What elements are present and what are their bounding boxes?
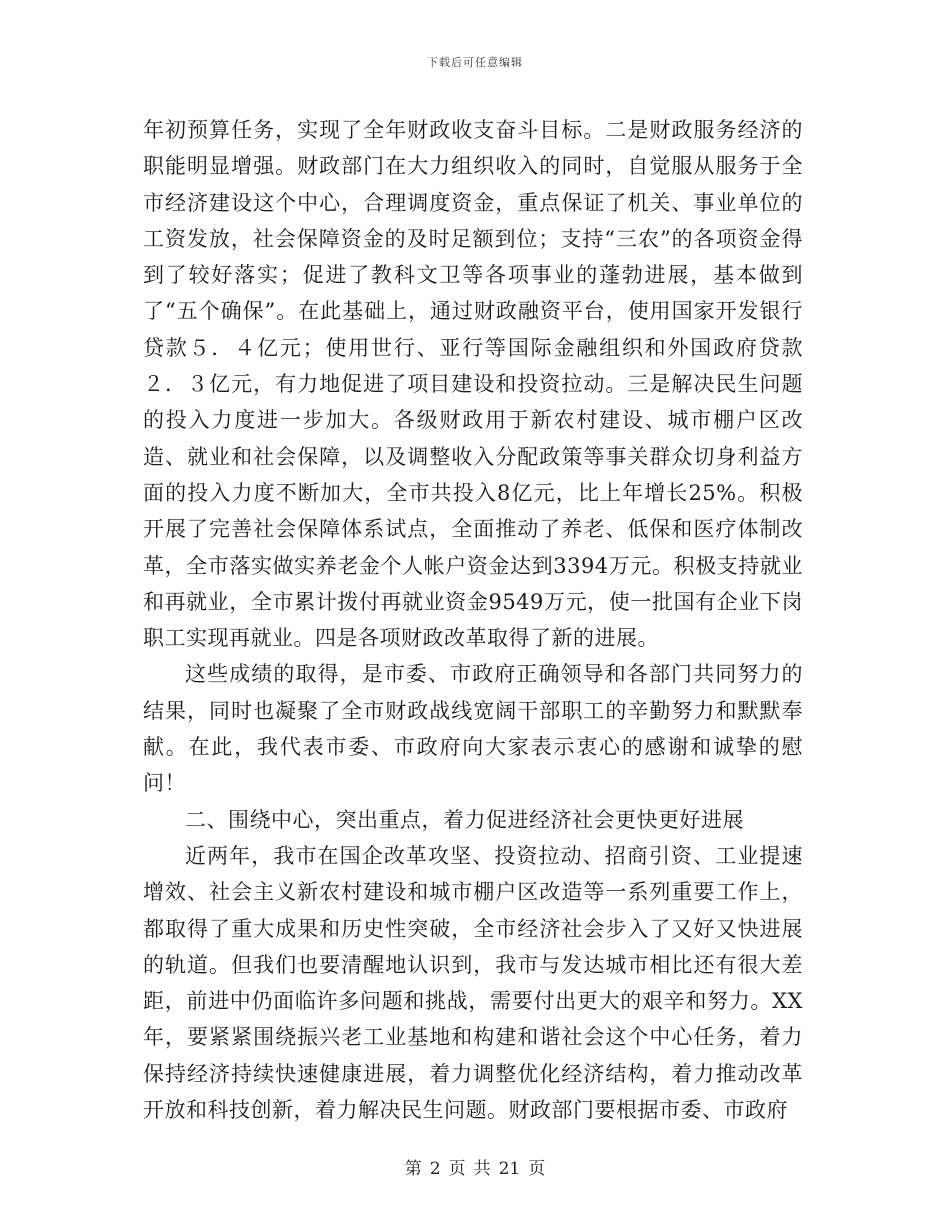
paragraph-continuation: 年初预算任务，实现了全年财政收支奋斗目标。二是财政服务经济的职能明显增强。财政部门在大力组织收入的同时，自觉服从服务于全市经济建设这个中心，合理调度资金，重点保证了机关、事业单位的工资发放，社会保障资金的及时足额到位；支持“三农”的各项资金得到了较好落实；促进了教科文卫等各项事业的蓬勃进展，基本做到了“五个确保”。在此基础上，通过财政融资平台，使用国家开发银行贷款５．４亿元；使用世行、亚行等国际金融组织和外国政府贷款２．３亿元，有力地促进了项目建设和投资拉动。三是解决民生问题的投入力度进一步加大。各级财政用于新农村建设、城市棚户区改造、就业和社会保障，以及调整收入分配政策等事关群众切身利益方面的投入力度不断加大，全市共投入8亿元，比上年增长25%。积极开展了完善社会保障体系试点，全面推动了养老、低保和医疗体制改革，全市落实做实养老金个人帐户资金达到3394万元。积极支持就业和再就业，全市累计拨付再就业资金9549万元，使一批国有企业下岗职工实现再就业。四是各项财政改革取得了新的进展。 [143,118,803,651]
footer-suffix: 页 [528,1159,546,1179]
page-footer [0,1154,950,1179]
page-header: 下载后可任意编辑 [427,56,523,69]
paragraph-achievements: 这些成绩的取得，是市委、市政府正确领导和各部门共同努力的结果，同时也凝聚了全市财政战线宽阔干部职工的辛勤努力和默默奉献。在此，我代表市委、市政府向大家表示衷心的感谢和诚挚的慰问！ [143,662,803,796]
document-body [143,112,803,1128]
footer-total-pages: 21 [498,1159,521,1179]
section-heading: 二、围绕中心，突出重点，着力促进经济社会更快更好进展 [185,807,744,832]
footer-page-word: 页 [448,1159,466,1179]
footer-total-word: 共 [473,1159,491,1179]
footer-page-number: 2 [429,1159,441,1179]
paragraph-recent-years: 近两年，我市在国企改革攻坚、投资拉动、招商引资、工业提速增效、社会主义新农村建设和城市棚户区改造等一系列重要工作上，都取得了重大成果和历史性突破，全市经济社会步入了又好又快进展的轨道。但我们也要清醒地认识到，我市与发达城市相比还有很大差距，前进中仍面临许多问题和挑战，需要付出更大的艰辛和努力。XX年，要紧紧围绕振兴老工业基地和构建和谐社会这个中心任务，着力保持经济持续快速健康进展，着力调整优化经济结构，着力推动改革开放和科技创新，着力解决民生问题。财政部门要根据市委、市政府 [143,843,803,1123]
footer-prefix: 第 [404,1159,422,1179]
